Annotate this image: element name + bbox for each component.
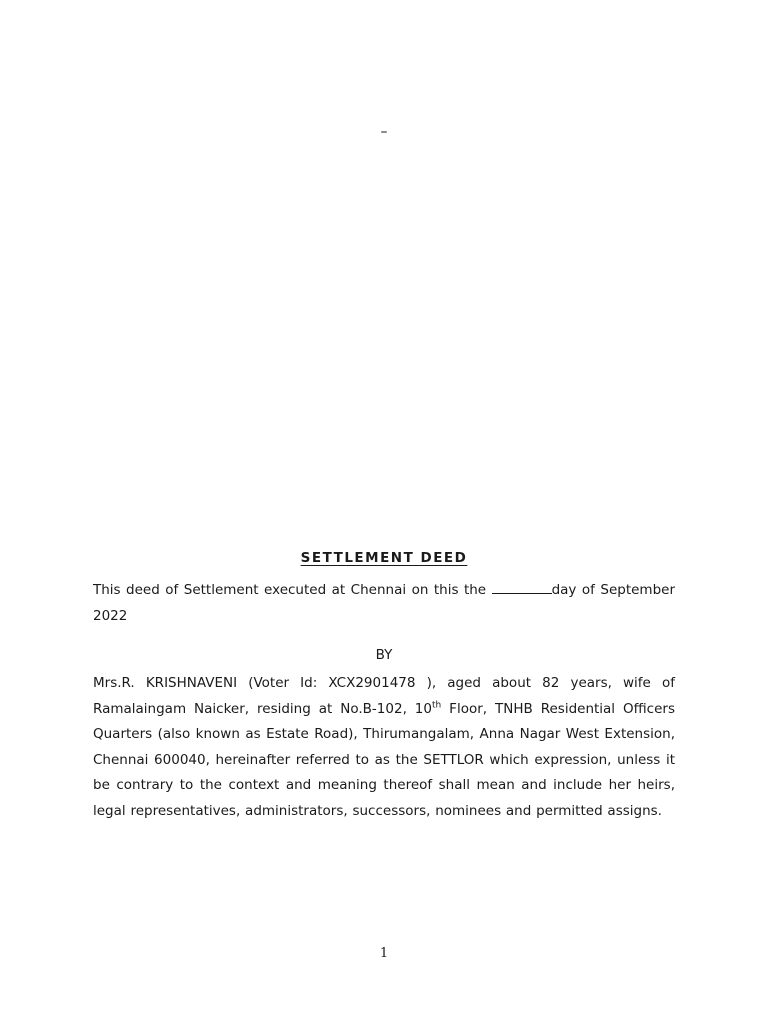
intro-text-end: day of September 2022 [93, 582, 676, 624]
settlor-paragraph [93, 671, 675, 824]
settlor-text-part2: Floor, TNHB Residential Officers Quarters (also known as Estate Road), Thirumangalam, Anna Nagar West Extension, Chennai 600040, hereinafter referred to as the SETTLOR which expression, unless it be contrary to the context and meaning thereof shall mean and include her heirs, legal representatives, administrators, successors, nominees and permitted assigns. [93, 700, 675, 819]
intro-paragraph [93, 578, 675, 629]
document-title: SETTLEMENT DEED [300, 550, 468, 566]
date-blank-line [492, 581, 552, 594]
by-label: BY [375, 647, 393, 663]
page-number: 1 [379, 946, 389, 961]
settlor-text-part1: Mrs.R. KRISHNAVENI (Voter Id: XCX2901478 ), aged about 82 years, wife of Ramalaingam Naicker, residing at No.B-102, 10 [93, 675, 675, 717]
ordinal-superscript: th [432, 700, 442, 710]
top-dash-mark: – [380, 124, 388, 140]
intro-text-start: This deed of Settlement executed at Chennai on this the [93, 582, 492, 598]
